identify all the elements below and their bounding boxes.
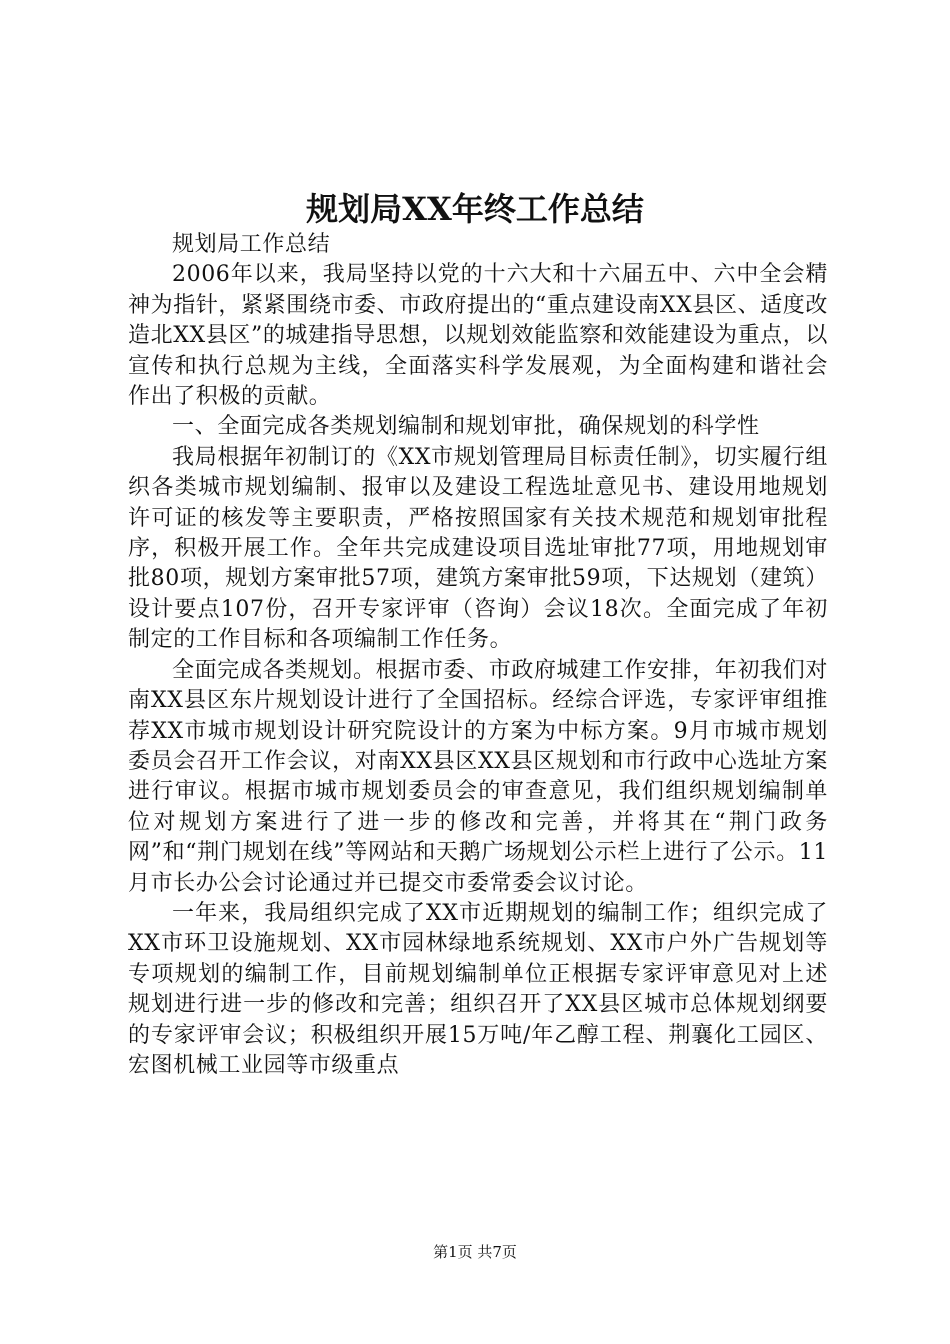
document-body: [128, 230, 828, 1081]
paragraph-planning: 全面完成各类规划。根据市委、市政府城建工作安排，年初我们对南XX县区东片规划设计进行了全国招标。经综合评选，专家评审组推荐XX市城市规划设计研究院设计的方案为中标方案。9月市城市规划委员会召开工作会议，对南XX县区XX县区规划和市行政中心选址方案进行审议。根据市城市规划委员会的审查意见，我们组织规划编制单位对规划方案进行了进一步的修改和完善，并将其在“荆门政务网”和“荆门规划在线”等网站和天鹅广场规划公示栏上进行了公示。11月市长办公会讨论通过并已提交市委常委会议讨论。: [128, 657, 828, 896]
page-footer: 第1页 共7页: [433, 1243, 517, 1261]
paragraph-year-summary: 一年来，我局组织完成了XX市近期规划的编制工作；组织完成了XX市环卫设施规划、XX市园林绿地系统规划、XX市户外广告规划等专项规划的编制工作，目前规划编制单位正根据专家评审意见对上述规划进行进一步的修改和完善；组织召开了XX县区城市总体规划纲要的专家评审会议；积极组织开展15万吨/年乙醇工程、荆襄化工园区、宏图机械工业园等市级重点: [128, 900, 828, 1078]
paragraph-approvals: 我局根据年初制订的《XX市规划管理局目标责任制》，切实履行组织各类城市规划编制、报审以及建设工程选址意见书、建设用地规划许可证的核发等主要职责，严格按照国家有关技术规范和规划审批程序，积极开展工作。全年共完成建设项目选址审批77项，用地规划审批80项，规划方案审批57项，建筑方案审批59项，下达规划（建筑）设计要点107份，召开专家评审（咨询）会议18次。全面完成了年初制定的工作目标和各项编制工作任务。: [128, 444, 828, 653]
paragraph-intro: 2006年以来，我局坚持以党的十六大和十六届五中、六中全会精神为指针，紧紧围绕市委、市政府提出的“重点建设南XX县区、适度改造北XX县区”的城建指导思想，以规划效能监察和效能建设为重点，以宣传和执行总规为主线，全面落实科学发展观，为全面构建和谐社会作出了积极的贡献。: [128, 262, 828, 410]
paragraph-subtitle: 规划局工作总结: [172, 232, 331, 257]
section-heading-1: 一、全面完成各类规划编制和规划审批，确保规划的科学性: [172, 414, 760, 440]
document-title: 规划局XX年终工作总结: [306, 190, 644, 228]
